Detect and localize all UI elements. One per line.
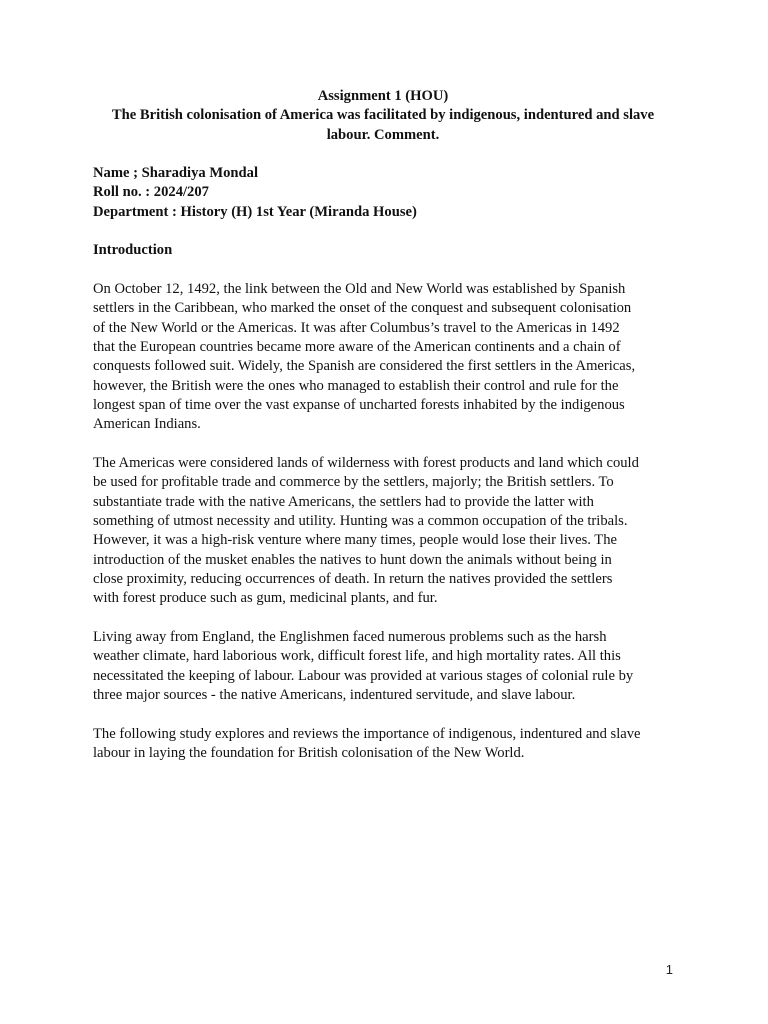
paragraph: [93, 280, 677, 435]
student-details: [93, 164, 675, 222]
paragraph-line: with forest produce such as gum, medicinal plants, and fur.: [93, 590, 438, 607]
paragraph-line: of the New World or the Americas. It was after Columbus’s travel to the Americas in 1492: [93, 319, 620, 336]
paragraph-line: American Indians.: [93, 416, 201, 433]
paragraph-line: three major sources - the native Americans, indentured servitude, and slave labour.: [93, 687, 576, 704]
section-heading: Introduction: [93, 242, 173, 258]
paragraph-line: longest span of time over the vast expanse of uncharted forests inhabited by the indigenous: [93, 397, 625, 414]
paragraph-line: something of utmost necessity and utility. Hunting was a common occupation of the tribals.: [93, 513, 628, 530]
paragraph-line: close proximity, reducing occurrences of death. In return the natives provided the settlers: [93, 571, 613, 588]
paragraph: [93, 725, 677, 764]
roll-number: Roll no. : 2024/207: [93, 184, 209, 201]
paragraph-line: Living away from England, the Englishmen faced numerous problems such as the harsh: [93, 629, 607, 645]
paragraph: [93, 628, 677, 705]
paragraph-line: settlers in the Caribbean, who marked the onset of the conquest and subsequent colonisation: [93, 300, 632, 317]
title-line: The British colonisation of America was facilitated by indigenous, indentured and slave: [111, 107, 655, 124]
paragraph-line: However, it was a high-risk venture where many times, people would lose their lives. The: [93, 532, 617, 549]
assignment-title: [92, 87, 674, 145]
title-line: Assignment 1 (HOU): [317, 88, 449, 104]
paragraph-line: however, the British were the ones who managed to establish their control and rule for the: [93, 377, 619, 394]
paragraph-line: labour in laying the foundation for British colonisation of the New World.: [93, 745, 525, 762]
department: Department : History (H) 1st Year (Miranda House): [93, 203, 417, 220]
paragraph: [93, 454, 677, 609]
page-number: 1: [665, 962, 673, 977]
paragraph-line: The following study explores and reviews the importance of indigenous, indentured and slave: [93, 726, 641, 742]
paragraph-line: On October 12, 1492, the link between the Old and New World was established by Spanish: [93, 281, 626, 297]
paragraph-line: necessitated the keeping of labour. Labour was provided at various stages of colonial rule by: [93, 667, 634, 684]
paragraph-line: weather climate, hard laborious work, difficult forest life, and high mortality rates. All this: [93, 648, 621, 665]
paragraph-line: substantiate trade with the native Americans, the settlers had to provide the latter with: [93, 493, 594, 510]
student-name: Name ; Sharadiya Mondal: [93, 165, 258, 181]
paragraph-line: that the European countries became more aware of the American continents and a chain of: [93, 339, 621, 356]
paragraph-line: The Americas were considered lands of wilderness with forest products and land which could: [93, 455, 639, 471]
title-line: labour. Comment.: [326, 126, 440, 143]
paragraph-line: be used for profitable trade and commerce by the settlers, majorly; the British settlers. To: [93, 474, 614, 491]
paragraph-line: conquests followed suit. Widely, the Spanish are considered the first settlers in the Americas,: [93, 358, 636, 375]
paragraph-line: introduction of the musket enables the natives to hunt down the animals without being in: [93, 551, 612, 568]
